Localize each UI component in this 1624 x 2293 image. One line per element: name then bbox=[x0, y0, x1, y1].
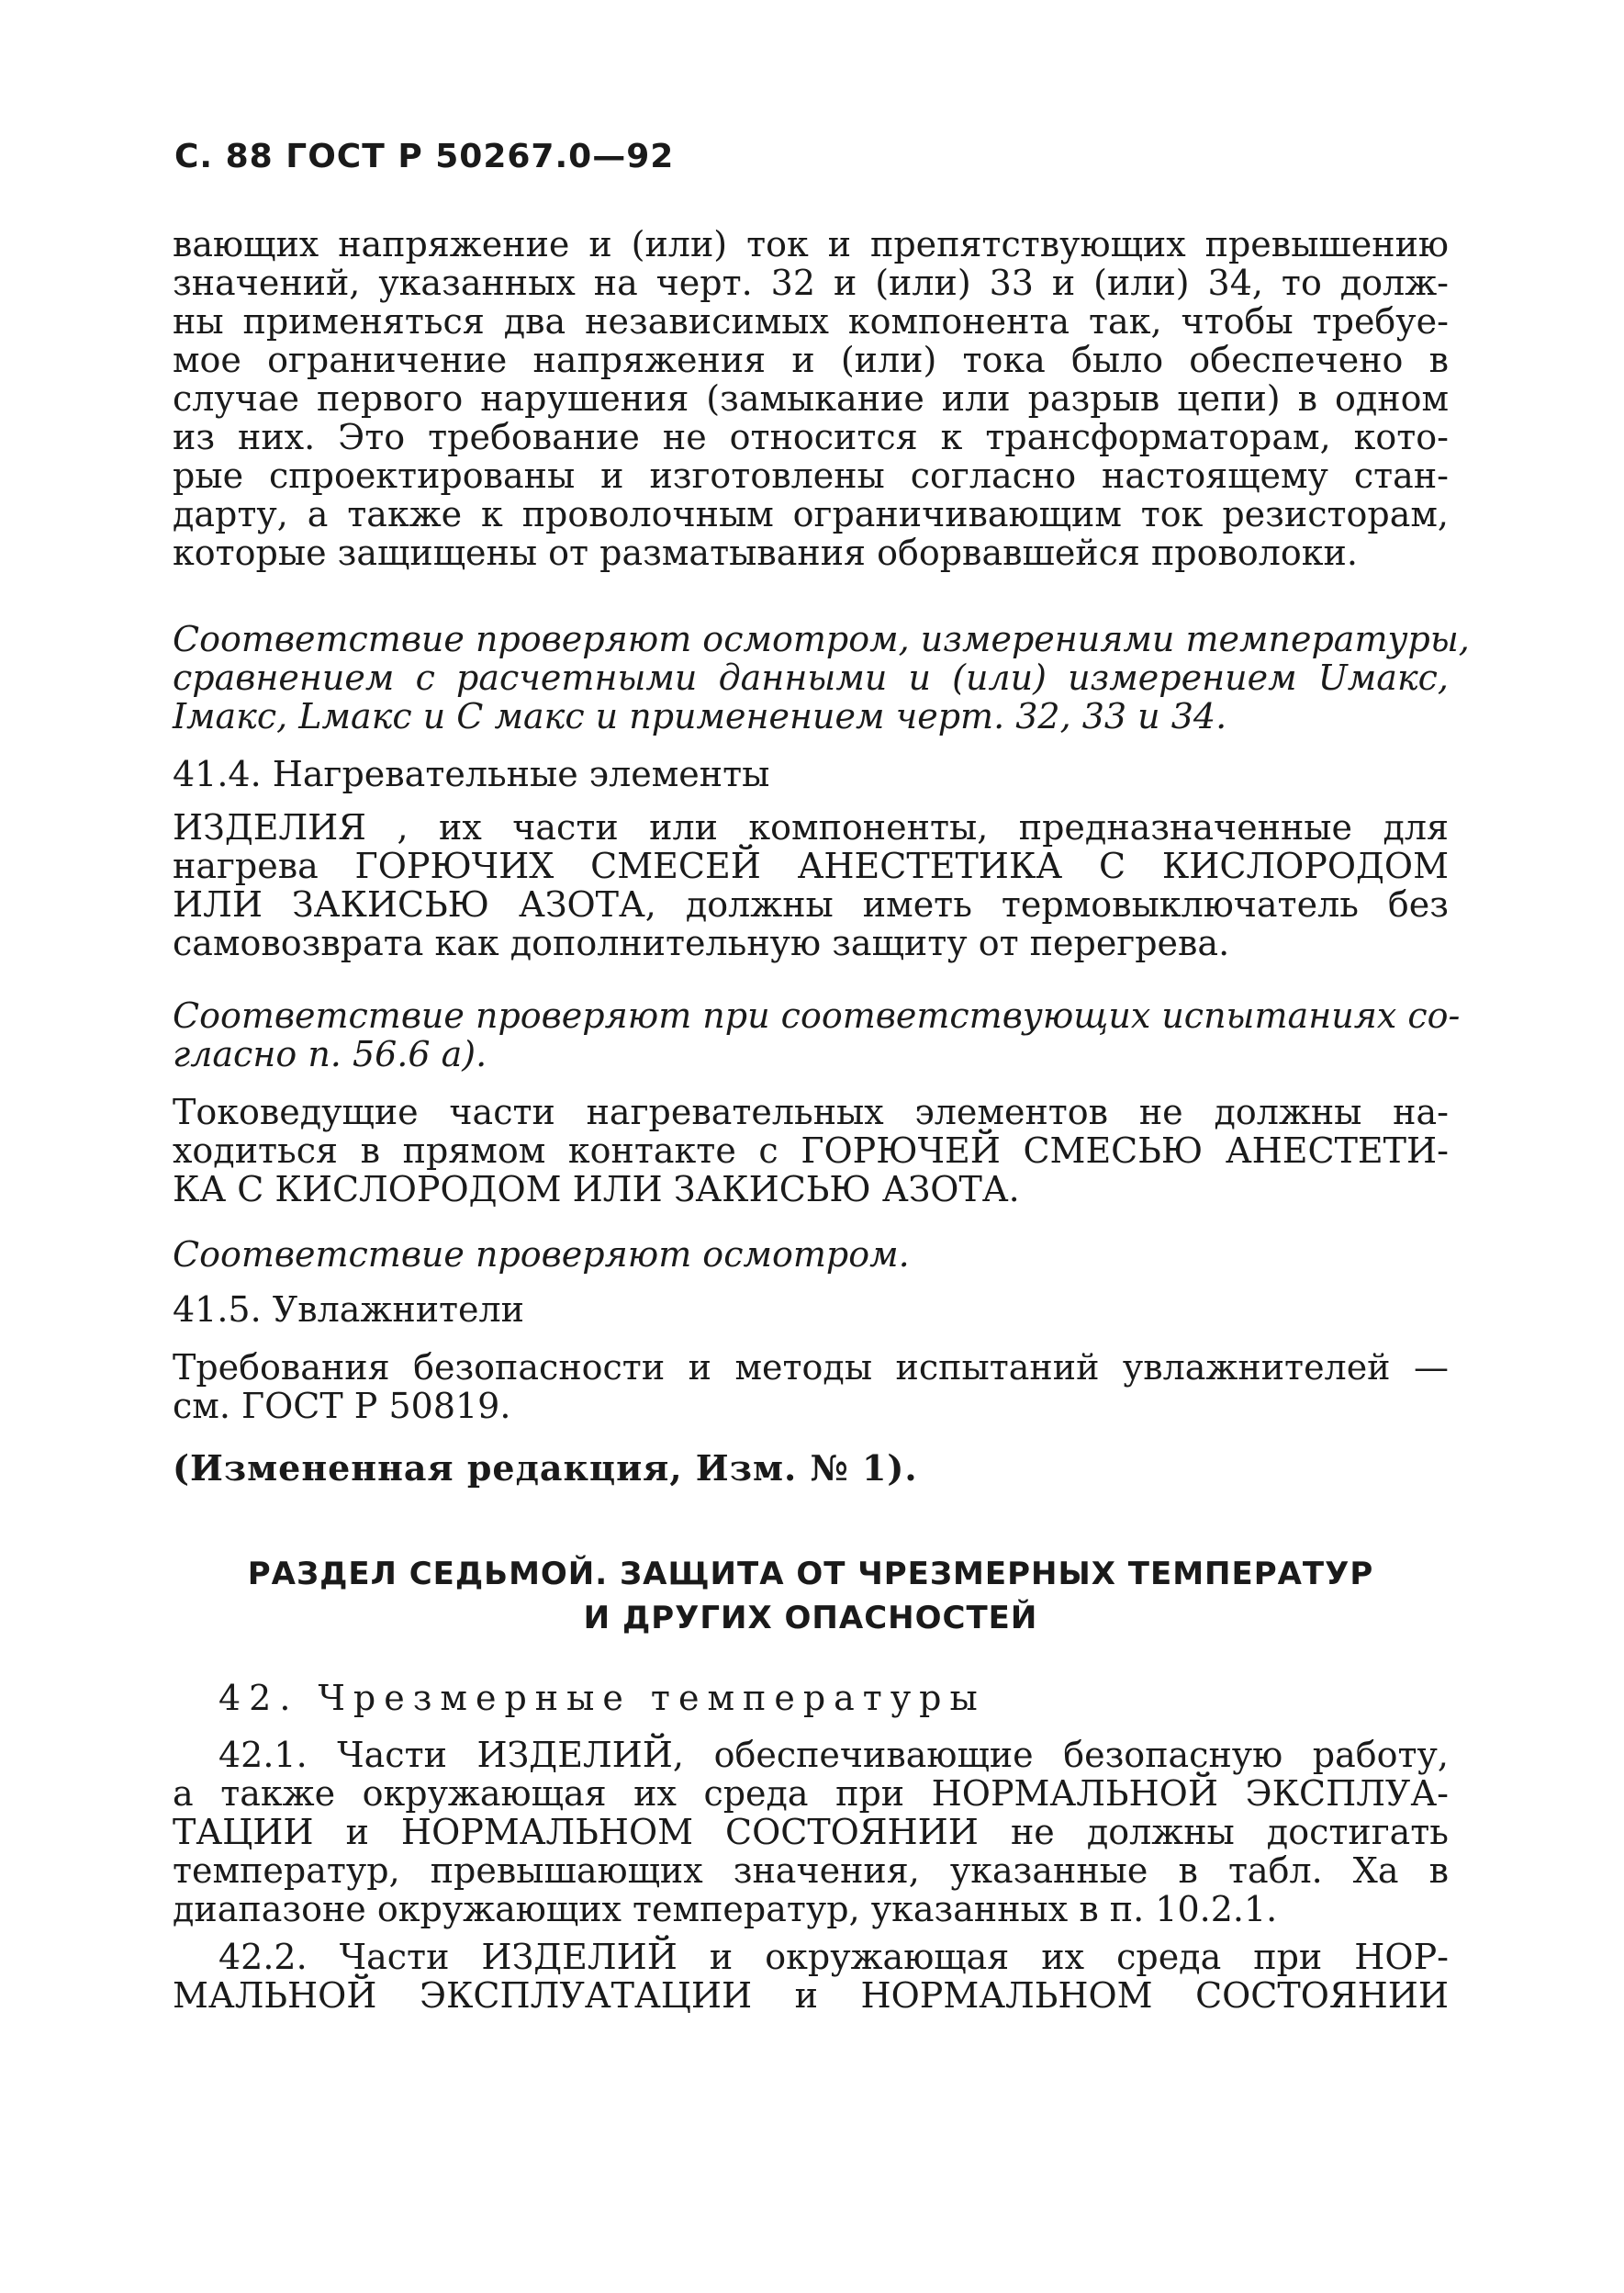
text-line: гласно п. 56.6 а). bbox=[173, 1034, 487, 1074]
text-line: Токоведущие части нагревательных элементов не должны на- bbox=[173, 1092, 1449, 1132]
text-line: сравнением с расчетными данными и (или) измерением Uмакс, bbox=[173, 658, 1449, 698]
text-line: из них. Это требование не относится к трансформаторам, кото- bbox=[173, 417, 1449, 457]
text-line: температур, превышающих значения, указанные в табл. Ха в bbox=[173, 1850, 1449, 1891]
clause-body bbox=[173, 1736, 1449, 1928]
section-heading bbox=[173, 1552, 1449, 1640]
text-line: нагрева ГОРЮЧИХ СМЕСЕЙ АНЕСТЕТИКА С КИСЛОРОДОМ bbox=[173, 846, 1449, 886]
text-line: значений, указанных на черт. 32 и (или) 33 и (или) 34, то долж- bbox=[173, 263, 1449, 303]
running-header: С. 88 ГОСТ Р 50267.0—92 bbox=[174, 138, 675, 175]
clause-body bbox=[173, 1093, 1449, 1208]
text-line: 42.1. Части ИЗДЕЛИЙ, обеспечивающие безопасную работу, bbox=[218, 1735, 1449, 1775]
amendment-note bbox=[173, 1449, 1449, 1488]
text-line: МАЛЬНОЙ ЭКСПЛУАТАЦИИ и НОРМАЛЬНОМ СОСТОЯНИИ bbox=[173, 1975, 1449, 2016]
text-line: Iмакс, Lмакс и C макс и применением черт. 32, 33 и 34. bbox=[173, 696, 1227, 736]
clause-body bbox=[173, 808, 1449, 962]
clause-heading bbox=[173, 1290, 1449, 1329]
text-line: ны применяться два независимых компонента так, чтобы требуе- bbox=[173, 301, 1449, 342]
text-line: диапазоне окружающих температур, указанных в п. 10.2.1. bbox=[173, 1889, 1278, 1929]
text-line: которые защищены от разматывания оборвавшейся проволоки. bbox=[173, 533, 1358, 573]
text-line: Соответствие проверяют осмотром, измерениями температуры, bbox=[173, 619, 1470, 659]
clause-title: 41.4. Нагревательные элементы bbox=[173, 754, 770, 794]
text-line: ИЛИ ЗАКИСЬЮ АЗОТА, должны иметь термовыключатель без bbox=[173, 884, 1449, 925]
text-line: Соответствие проверяют осмотром. bbox=[173, 1234, 910, 1275]
text-line: случае первого нарушения (замыкание или разрыв цепи) в одном bbox=[173, 378, 1449, 419]
text-line: КА С КИСЛОРОДОМ ИЛИ ЗАКИСЬЮ АЗОТА. bbox=[173, 1169, 1020, 1209]
clause-body bbox=[173, 1938, 1449, 2015]
text-line: 42.2. Части ИЗДЕЛИЙ и окружающая их среда при НОР- bbox=[218, 1937, 1449, 1977]
text-line: ИЗДЕЛИЯ , их части или компоненты, предназначенные для bbox=[173, 807, 1449, 848]
text-line: ходиться в прямом контакте с ГОРЮЧЕЙ СМЕСЬЮ АНЕСТЕТИ- bbox=[173, 1130, 1449, 1171]
text-line: Соответствие проверяют при соответствующих испытаниях со- bbox=[173, 995, 1461, 1036]
text-line: см. ГОСТ Р 50819. bbox=[173, 1386, 511, 1426]
section-heading-line: И ДРУГИХ ОПАСНОСТЕЙ bbox=[583, 1600, 1038, 1636]
text-line: рые спроектированы и изготовлены согласно настоящему стан- bbox=[173, 455, 1449, 496]
clause-heading bbox=[218, 1679, 1137, 1717]
paragraph-continuation bbox=[173, 225, 1449, 572]
clause-title: 42. Чрезмерные температуры bbox=[218, 1678, 986, 1718]
text-line: (Измененная редакция, Изм. № 1). bbox=[173, 1447, 918, 1489]
section-heading-line: РАЗДЕЛ СЕДЬМОЙ. ЗАЩИТА ОТ ЧРЕЗМЕРНЫХ ТЕМПЕРАТУР bbox=[247, 1556, 1374, 1592]
clause-body bbox=[173, 1348, 1449, 1425]
compliance-note bbox=[173, 995, 1461, 1074]
clause-title: 41.5. Увлажнители bbox=[173, 1289, 525, 1330]
text-line: самовозврата как дополнительную защиту от перегрева. bbox=[173, 923, 1230, 963]
text-line: а также окружающая их среда при НОРМАЛЬНОЙ ЭКСПЛУА- bbox=[173, 1773, 1449, 1814]
compliance-note bbox=[173, 1235, 1449, 1274]
compliance-note bbox=[173, 619, 1470, 736]
text-line: дарту, а также к проволочным ограничивающим ток резисторам, bbox=[173, 494, 1449, 534]
text-line: ТАЦИИ и НОРМАЛЬНОМ СОСТОЯНИИ не должны достигать bbox=[173, 1812, 1449, 1852]
clause-heading bbox=[173, 755, 1449, 793]
text-line: вающих напряжение и (или) ток и препятствующих превышению bbox=[173, 224, 1449, 264]
text-line: мое ограничение напряжения и (или) тока было обеспечено в bbox=[173, 340, 1449, 380]
text-line: Требования безопасности и методы испытаний увлажнителей — bbox=[173, 1347, 1449, 1388]
